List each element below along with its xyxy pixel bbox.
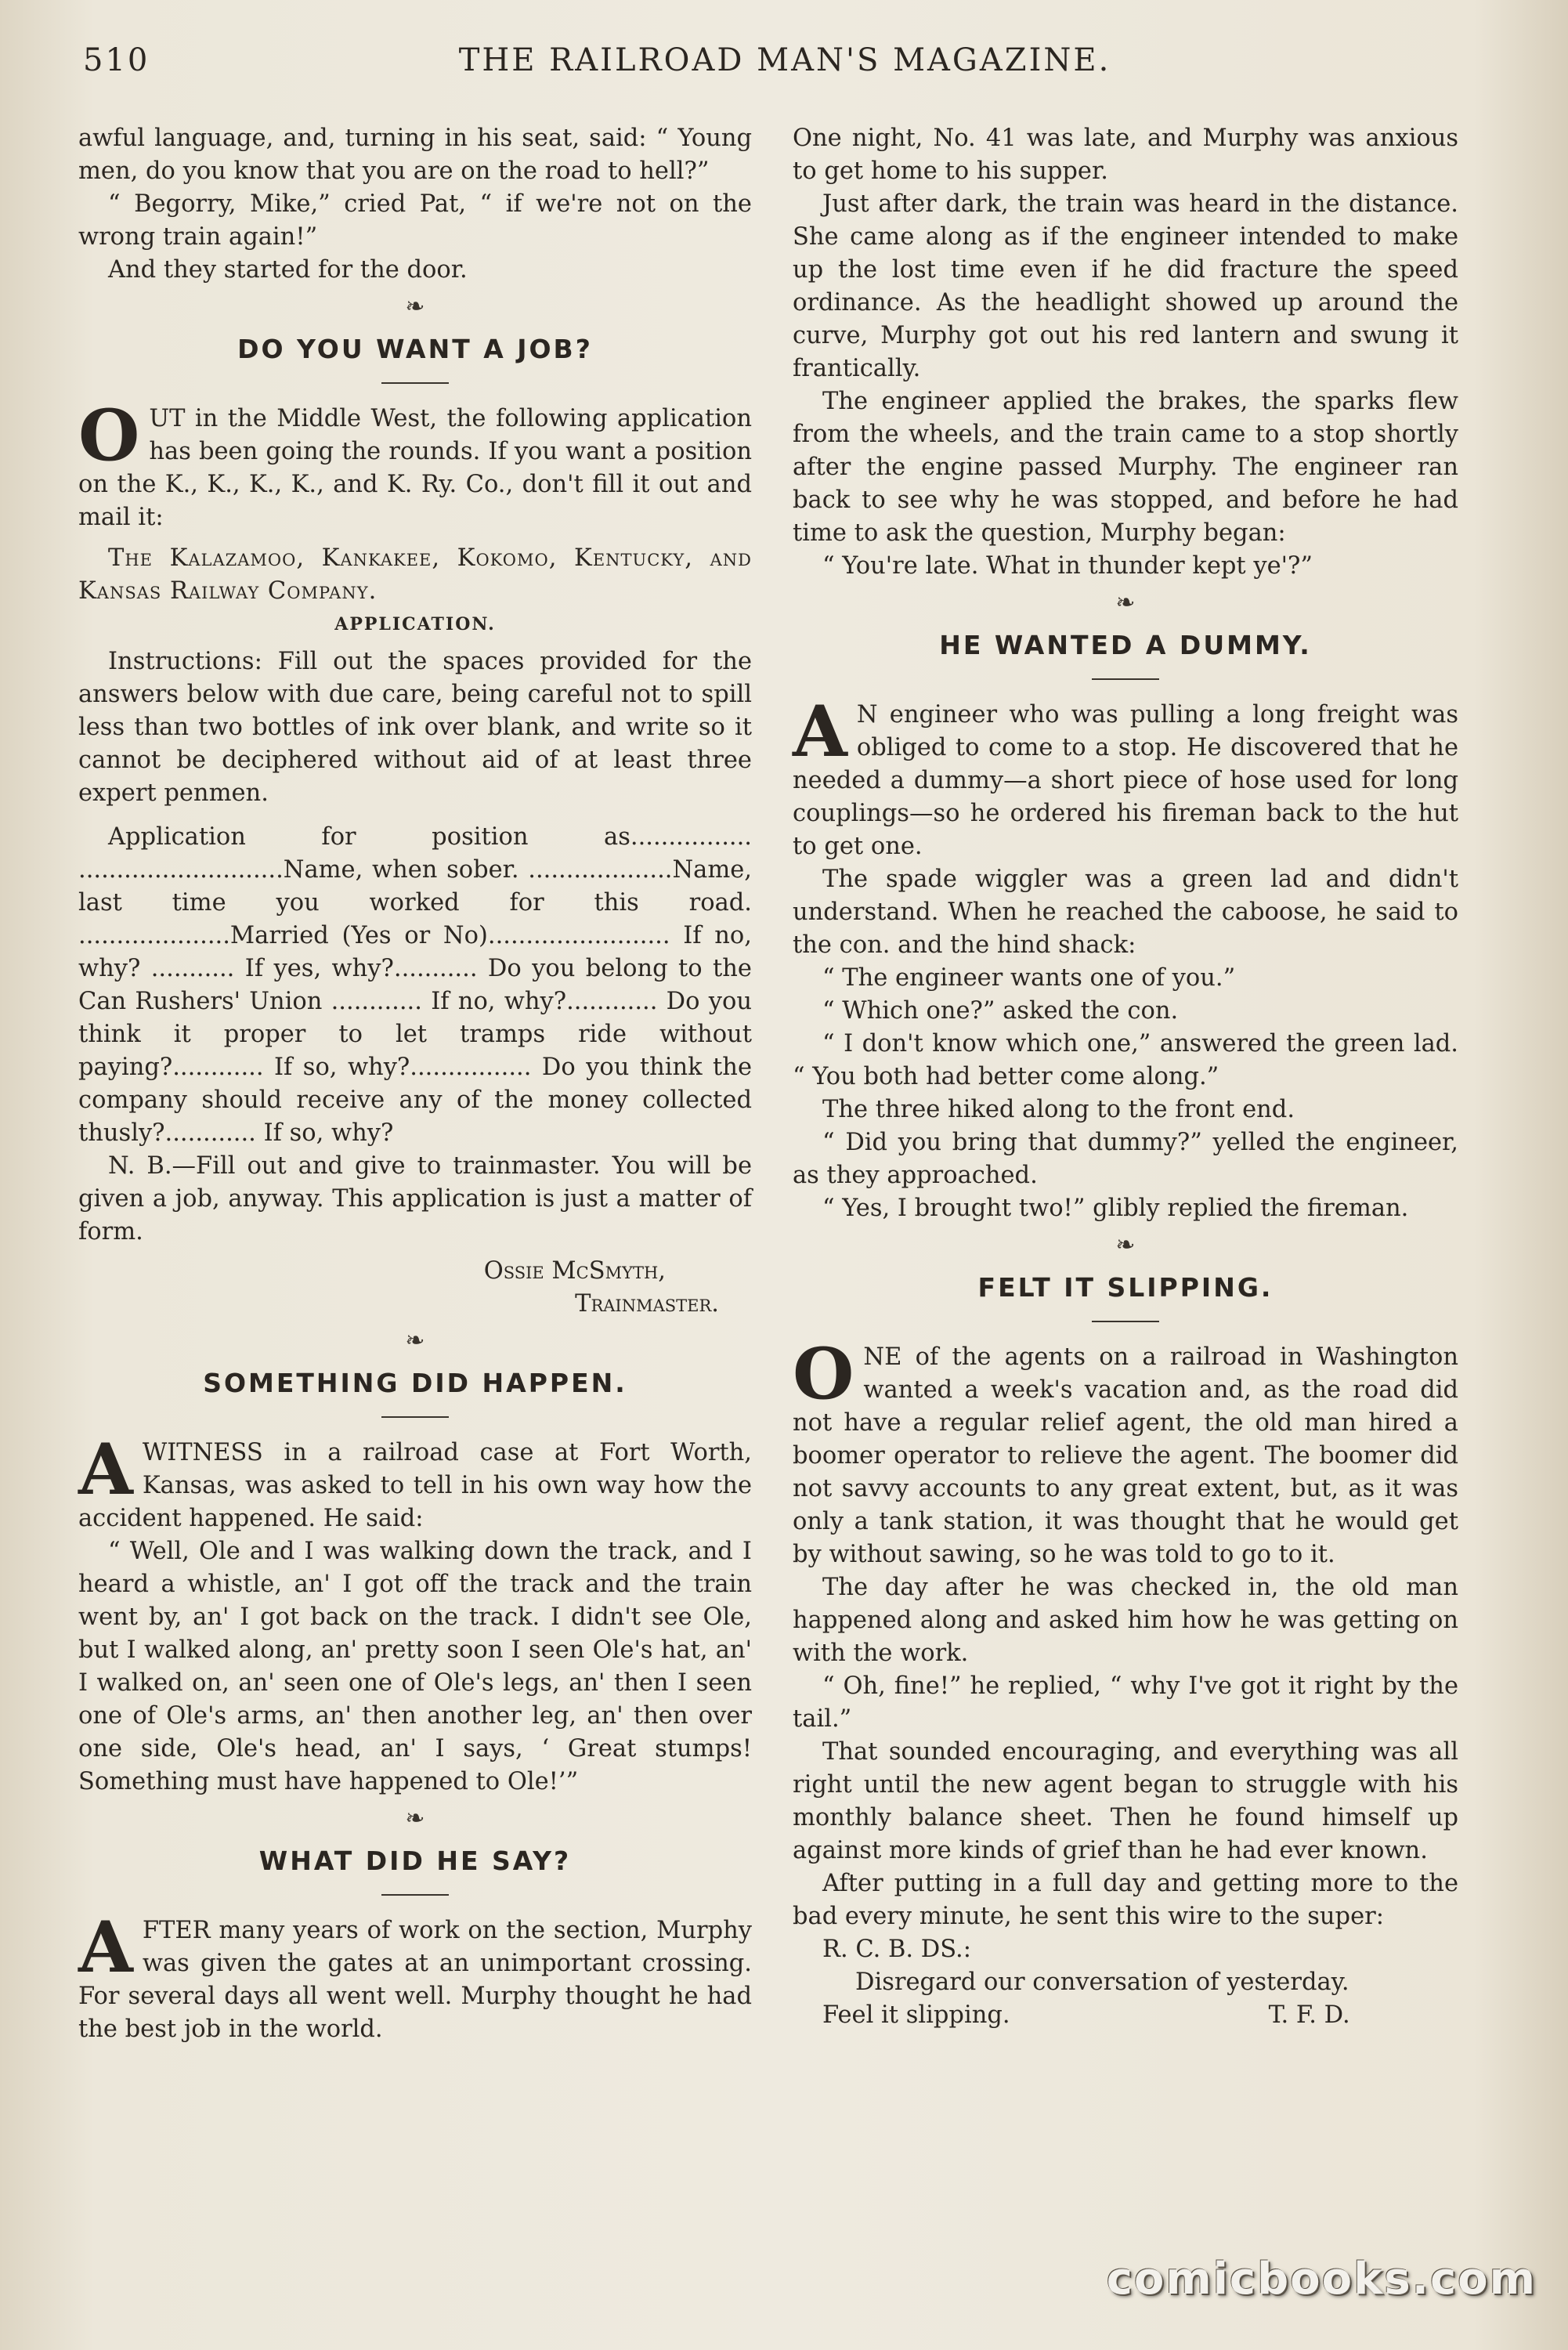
page-header (72, 42, 1498, 89)
paragraph: “ You're late. What in thunder kept ye'?” (822, 552, 1313, 580)
paragraph: “ Well, Ole and I was walking down the track, and I heard a whistle, an' I got off the track and the train went by, an' I got back on the track. I didn't see Ole, but I walked along, an' pretty soon I seen Ole's hat, an' I walked on, an' seen one of Ole's legs, an' then I seen one of Ole's arms, an' then another leg, an' then over one side, Ole's head, an' I says, ‘ Great stumps! Something must have happened to Ole!’” (78, 1538, 752, 1795)
article-title-slipping: FELT IT SLIPPING. (977, 1272, 1274, 1303)
running-title: THE RAILROAD MAN'S MAGAZINE. (458, 42, 1111, 78)
paragraph: “ I don't know which one,” answered the green lad. “ You both had better come along.” (793, 1030, 1458, 1090)
paragraph: And they started for the door. (108, 256, 468, 284)
article-intro: ONE of the agents on a railroad in Washington wanted a week's vacation and, as the road did not have a regular relief agent, the old man hired a boomer operator to relieve the agent. The boomer did not savvy accounts to any great extent, but, as it was only a tank station, it was thought that he would get by without sawing, so he was told to go to it. (793, 1332, 1458, 1568)
title-rule (1092, 1321, 1159, 1322)
article-intro: AWITNESS in a railroad case at Fort Worth, Kansas, was asked to tell in his own way how the accident happened. He said: (78, 1428, 752, 1532)
paragraph: The engineer applied the brakes, the sparks flew from the wheels, and the train came to a stop shortly after the engine passed Murphy. The engineer ran back to see why he was stopped, and before he had time to ask the question, Murphy began: (793, 388, 1458, 547)
telegram-address: R. C. B. DS.: (822, 1936, 972, 1963)
paragraph: “ Which one?” asked the con. (822, 997, 1179, 1025)
ornament-icon: ❧ (1115, 1231, 1136, 1259)
ornament-icon: ❧ (405, 1805, 425, 1832)
article-title-say: WHAT DID HE SAY? (258, 1846, 572, 1876)
paragraph: “ The engineer wants one of you.” (822, 964, 1236, 992)
article-intro: AFTER many years of work on the section, Murphy was given the gates at an unimportant crossing. For several days all went well. Murphy thought he had the best job in the world. (78, 1906, 752, 2043)
title-rule (1092, 678, 1159, 680)
drop-cap: O (793, 1332, 854, 1415)
paragraph: The spade wiggler was a green lad and didn't understand. When he reached the caboose, he said to the con. and the hind shack: (793, 866, 1458, 959)
paragraph: “ Did you bring that dummy?” yelled the engineer, as they approached. (793, 1129, 1458, 1189)
drop-cap: A (78, 1428, 133, 1511)
left-column (78, 122, 752, 2046)
paragraph: “ Yes, I brought two!” glibly replied the fireman. (822, 1195, 1409, 1222)
paragraph: That sounded encouraging, and everything was all right until the new agent began to struggle with his monthly balance sheet. Then he found himself up against more kinds of grief than he had ever known. (793, 1738, 1458, 1864)
watermark-logo: comicbooks.com (1106, 2254, 1537, 2305)
paragraph: N. B.—Fill out and give to trainmaster. You will be given a job, anyway. This application is just a matter of form. (78, 1152, 752, 1246)
paragraph: “ Oh, fine!” he replied, “ why I've got it right by the tail.” (793, 1672, 1458, 1733)
paragraph: awful language, and, turning in his seat, said: “ Young men, do you know that you are on the road to hell?” (78, 125, 752, 185)
drop-cap: A (793, 690, 847, 773)
telegram-close: Feel it slipping. T. F. D. (822, 2001, 1350, 2029)
telegram-signature: T. F. D. (1268, 2001, 1350, 2029)
article-title-dummy: HE WANTED A DUMMY. (939, 630, 1312, 660)
article-title-happen: SOMETHING DID HAPPEN. (203, 1368, 627, 1398)
page-number: 510 (83, 42, 150, 78)
paragraph: One night, No. 41 was late, and Murphy was anxious to get home to his supper. (793, 125, 1458, 185)
paragraph: Just after dark, the train was heard in the distance. She came along as if the engineer intended to make up the lost time even if he did fracture the speed ordinance. As the headlight showed up around the curve, Murphy got out his red lantern and swung it frantically. (793, 190, 1458, 382)
company-name: The Kalazamoo, Kankakee, Kokomo, Kentucky, and Kansas Railway Company. (78, 544, 752, 605)
paragraph: “ Begorry, Mike,” cried Pat, “ if we're not on the wrong train again!” (78, 190, 752, 251)
paragraph: The day after he was checked in, the old man happened along and asked him how he was getting on with the work. (793, 1574, 1458, 1667)
paragraph: The three hiked along to the front end. (822, 1096, 1295, 1123)
title-rule (381, 1894, 449, 1896)
article-intro: A N engineer who was pulling a long freight was obliged to come to a stop. He discovered that he needed a dummy—a short piece of hose used for long couplings—so he ordered his fireman back to the hut to get one. (793, 690, 1458, 860)
instructions: Instructions: Fill out the spaces provided for the answers below with due care, being careful not to spill less than two bottles of ink over blank, and write so it cannot be deciphered without aid of at least three expert penmen. (78, 648, 752, 807)
title-rule (381, 382, 449, 384)
signature-name: Ossie McSmyth, (483, 1257, 666, 1285)
title-rule (381, 1416, 449, 1418)
ornament-icon: ❧ (405, 1327, 425, 1354)
application-heading: APPLICATION. (334, 614, 496, 634)
ornament-icon: ❧ (1115, 589, 1136, 616)
article-title-job: DO YOU WANT A JOB? (237, 334, 593, 364)
application-form-text: Application for position as................ ...........................Name, when sober. ...................Name, last time you worked for this road. ....................Married (Yes or No)........................ If no, why? ........... If yes, why?........... Do you belong to the Can Rushers' Union ............ If no, why?............ Do you think it proper to let tramps ride without paying?............ If so, why?................ Do you think the company should receive any of the money collected thusly?............ If so, why? (78, 823, 752, 1147)
right-column (793, 122, 1458, 2032)
paragraph: After putting in a full day and getting more to the bad every minute, he sent this wire to the super: (793, 1870, 1458, 1930)
ornament-icon: ❧ (405, 293, 425, 320)
drop-cap: O (78, 394, 140, 477)
signature-title: Trainmaster. (575, 1290, 719, 1318)
drop-cap: A (78, 1906, 133, 1989)
article-intro: OUT in the Middle West, the following application has been going the rounds. If you want a position on the K., K., K., K., and K. Ry. Co., don't fill it out and mail it: (78, 394, 752, 531)
telegram-body: Disregard our conversation of yesterday. (855, 1969, 1349, 1996)
